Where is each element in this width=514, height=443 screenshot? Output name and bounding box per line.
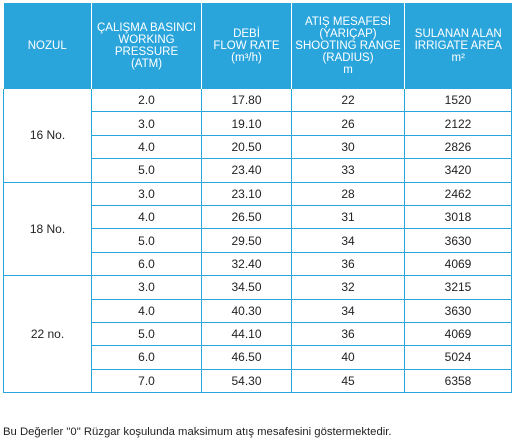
area-cell: 5024 [405,346,512,369]
area-cell: 2122 [405,112,512,135]
header-working-pressure [92,3,202,89]
nozzle-cell: 18 No. [4,182,92,276]
range-cell: 32 [292,276,405,299]
flow-rate-cell: 17.80 [202,89,292,112]
flow-rate-cell: 40.30 [202,299,292,322]
header-line: FLOW RATE [213,40,280,52]
flow-rate-cell: 23.10 [202,182,292,205]
pressure-cell: 3.0 [92,112,202,135]
area-cell: 6358 [405,369,512,392]
header-line: SHOOTING RANGE [295,40,401,52]
table-row [4,182,512,205]
header-nozzle [4,3,92,89]
pressure-cell: 5.0 [92,159,202,182]
area-cell: 3018 [405,205,512,228]
range-cell: 34 [292,299,405,322]
pressure-cell: 6.0 [92,346,202,369]
flow-rate-cell: 26.50 [202,205,292,228]
header-line: NOZUL [27,40,67,52]
pressure-cell: 6.0 [92,252,202,275]
range-cell: 33 [292,159,405,182]
area-cell: 2826 [405,135,512,158]
flow-rate-cell: 20.50 [202,135,292,158]
area-cell: 1520 [405,89,512,112]
pressure-cell: 4.0 [92,135,202,158]
pressure-cell: 2.0 [92,89,202,112]
header-line: (m³/h) [231,52,262,64]
range-cell: 22 [292,89,405,112]
header-line: IRRIGATE AREA [414,40,502,52]
nozzle-cell: 22 no. [4,276,92,393]
header-line: ÇALIŞMA BASINCI [96,22,197,34]
flow-rate-cell: 29.50 [202,229,292,252]
header-shooting-range [292,3,405,89]
pressure-cell: 4.0 [92,205,202,228]
table-body [4,89,512,393]
header-line: SULANAN ALAN [414,28,502,40]
pressure-cell: 5.0 [92,322,202,345]
header-flow-rate [202,3,292,89]
range-cell: 26 [292,112,405,135]
range-cell: 36 [292,322,405,345]
header-line: (RADIUS) [322,52,374,64]
flow-rate-cell: 54.30 [202,369,292,392]
header-line: DEBİ [233,28,260,40]
flow-rate-cell: 32.40 [202,252,292,275]
pressure-cell: 4.0 [92,299,202,322]
header-line: PRESSURE [114,46,179,58]
header-irrigate-area [405,3,512,89]
area-cell: 3630 [405,229,512,252]
range-cell: 40 [292,346,405,369]
header-line: ATIŞ MESAFESİ [304,16,392,28]
nozzle-cell: 16 No. [4,89,92,182]
header-row [4,3,512,89]
area-cell: 3420 [405,159,512,182]
flow-rate-cell: 44.10 [202,322,292,345]
range-cell: 36 [292,252,405,275]
header-line: m [343,64,353,76]
header-line: (ATM) [130,58,163,70]
pressure-cell: 3.0 [92,276,202,299]
table-row [4,276,512,299]
area-cell: 4069 [405,252,512,275]
sprinkler-performance-table [3,3,512,393]
flow-rate-cell: 46.50 [202,346,292,369]
table-row [4,89,512,112]
footnote: Bu Değerler "0" Rüzgar koşulunda maksimum atış mesafesini göstermektedir. [3,426,392,438]
range-cell: 45 [292,369,405,392]
pressure-cell: 7.0 [92,369,202,392]
pressure-cell: 3.0 [92,182,202,205]
range-cell: 28 [292,182,405,205]
header-line: (YARIÇAP) [319,28,377,40]
area-cell: 2462 [405,182,512,205]
range-cell: 31 [292,205,405,228]
table-header [4,3,512,89]
flow-rate-cell: 34.50 [202,276,292,299]
header-line: WORKING [118,34,175,46]
flow-rate-cell: 19.10 [202,112,292,135]
flow-rate-cell: 23.40 [202,159,292,182]
area-cell: 3215 [405,276,512,299]
area-cell: 4069 [405,322,512,345]
header-line: m² [451,52,465,64]
range-cell: 30 [292,135,405,158]
range-cell: 34 [292,229,405,252]
pressure-cell: 5.0 [92,229,202,252]
area-cell: 3630 [405,299,512,322]
